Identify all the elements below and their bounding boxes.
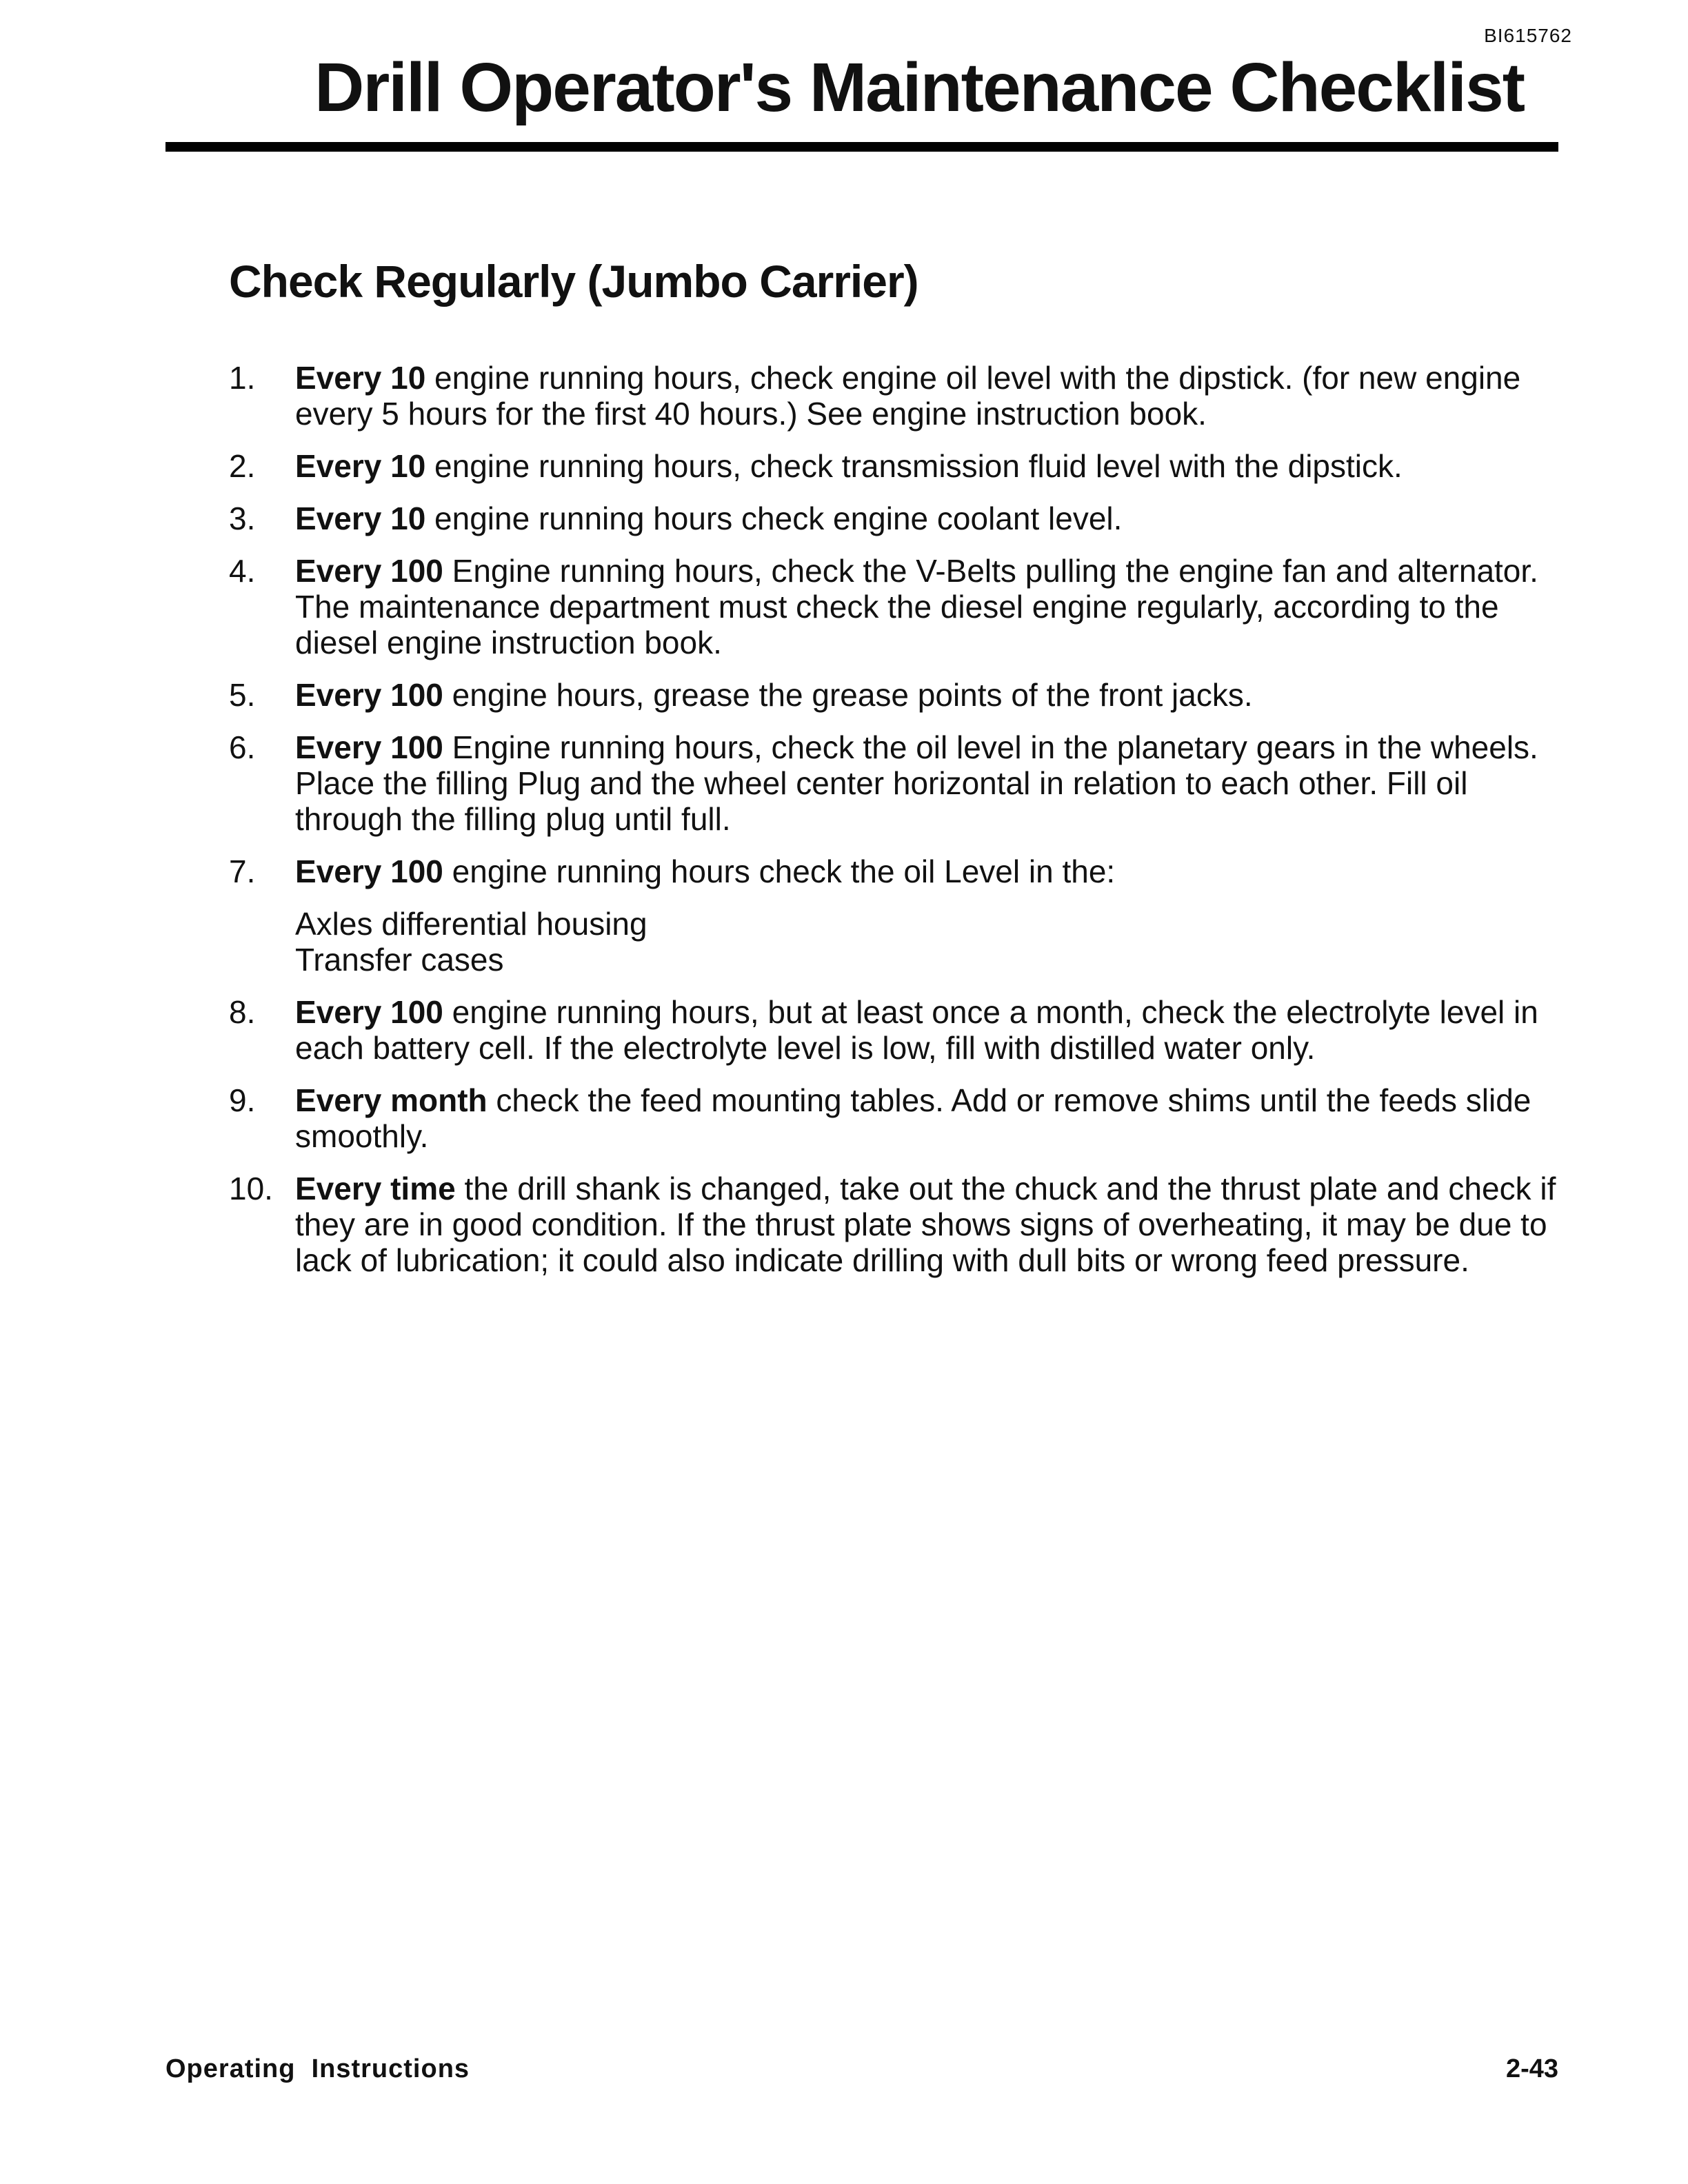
item-interval: Every 100 xyxy=(295,553,443,589)
checklist-item-9 xyxy=(229,1082,1567,1154)
checklist-item-7 xyxy=(229,853,1567,978)
item-number: 9. xyxy=(229,1082,256,1118)
item-sub-list xyxy=(295,906,1567,978)
item-interval: Every 100 xyxy=(295,853,443,889)
item-interval: Every 10 xyxy=(295,448,426,484)
item-interval: Every 10 xyxy=(295,501,426,536)
item-interval: Every 10 xyxy=(295,360,426,396)
item-number: 2. xyxy=(229,448,256,484)
item-text: the drill shank is changed, take out the chuck and the thrust plate and check if they are in good condition. If the thrust plate shows signs of overheating, it may be due to lack of lubrication; it could also indicate drilling with dull bits or wrong feed pressure. xyxy=(295,1171,1556,1278)
item-text: check the feed mounting tables. Add or remove shims until the feeds slide smoothly. xyxy=(295,1082,1531,1154)
item-number: 1. xyxy=(229,360,256,396)
item-number: 6. xyxy=(229,729,256,765)
item-interval: Every month xyxy=(295,1082,488,1118)
maintenance-checklist xyxy=(229,360,1567,1295)
item-number: 4. xyxy=(229,553,256,589)
page-number: 2-43 xyxy=(1505,2054,1558,2083)
sub-list-line: Axles differential housing xyxy=(295,906,647,942)
item-interval: Every 100 xyxy=(295,994,443,1030)
item-interval: Every 100 xyxy=(295,729,443,765)
checklist-item-5 xyxy=(229,677,1567,713)
item-text: engine running hours, check engine oil level with the dipstick. (for new engine every 5 hours for the first 40 hours.) See engine instruction book. xyxy=(295,360,1521,432)
item-interval: Every time xyxy=(295,1171,456,1206)
item-number: 7. xyxy=(229,853,256,889)
item-number: 5. xyxy=(229,677,256,713)
item-number: 10. xyxy=(229,1171,273,1206)
checklist-item-2 xyxy=(229,448,1567,484)
item-text: Engine running hours, check the V-Belts pulling the engine fan and alternator. The maintenance department must check the diesel engine regularly, according to the diesel engine instruction book. xyxy=(295,553,1538,660)
item-number: 8. xyxy=(229,994,256,1030)
document-id: BI615762 xyxy=(1484,25,1572,46)
checklist-item-4 xyxy=(229,553,1567,660)
checklist-item-3 xyxy=(229,501,1567,536)
checklist-item-1 xyxy=(229,360,1567,432)
section-heading: Check Regularly (Jumbo Carrier) xyxy=(229,256,918,307)
item-text: engine running hours check the oil Level in the: xyxy=(443,853,1116,889)
checklist-item-6 xyxy=(229,729,1567,837)
item-text: engine running hours, but at least once a month, check the electrolyte level in each battery cell. If the electrolyte level is low, fill with distilled water only. xyxy=(295,994,1538,1066)
item-number: 3. xyxy=(229,501,256,536)
item-text: Engine running hours, check the oil level in the planetary gears in the wheels. Place the filling Plug and the wheel center horizontal in relation to each other. Fill oil through the filling plug until full. xyxy=(295,729,1538,837)
footer-section-label: Operating Instructions xyxy=(165,2054,470,2083)
checklist-item-10 xyxy=(229,1171,1567,1278)
page-title: Drill Operator's Maintenance Checklist xyxy=(314,49,1524,126)
item-text: engine running hours, check transmission fluid level with the dipstick. xyxy=(425,448,1403,484)
checklist-item-8 xyxy=(229,994,1567,1066)
item-interval: Every 100 xyxy=(295,677,443,713)
sub-list-line: Transfer cases xyxy=(295,942,504,978)
title-divider xyxy=(165,142,1558,152)
item-text: engine running hours check engine coolant level. xyxy=(425,501,1123,536)
item-text: engine hours, grease the grease points of the front jacks. xyxy=(443,677,1253,713)
